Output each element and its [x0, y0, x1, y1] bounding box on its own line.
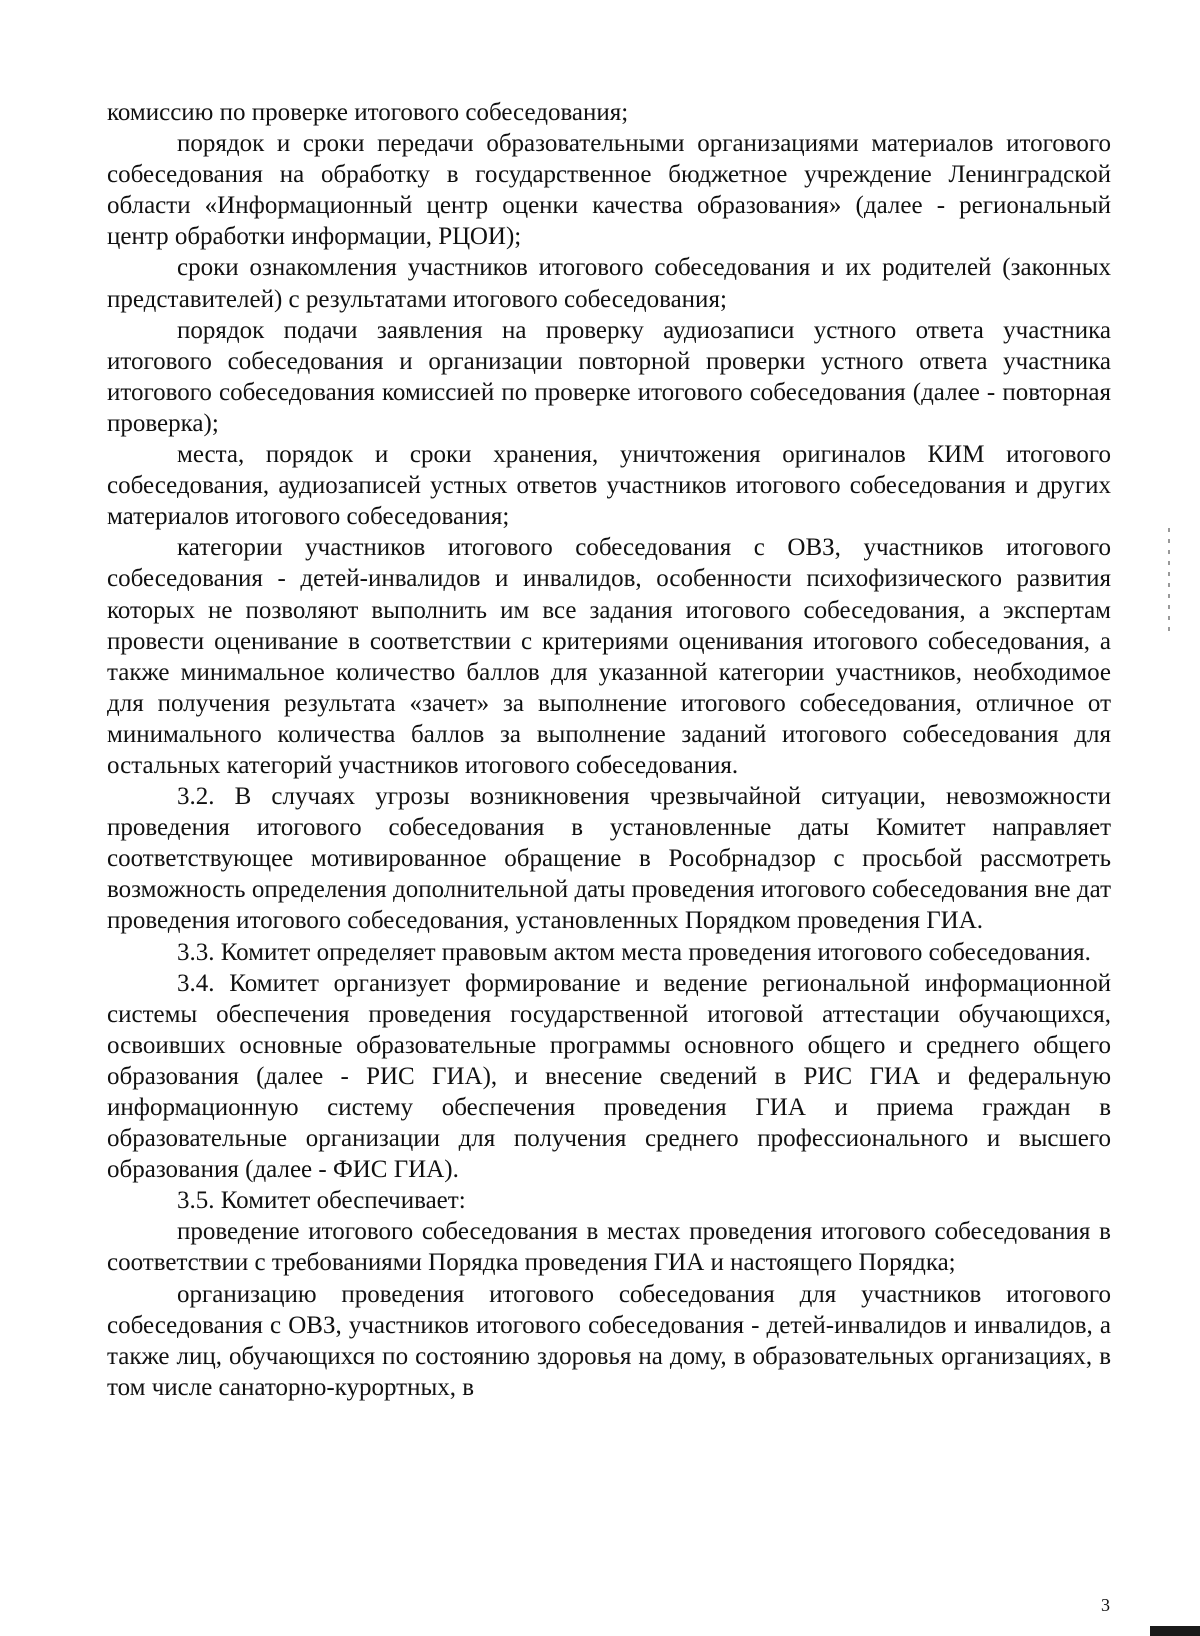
paragraph-7: 3.2. В случаях угрозы возникновения чрезвычайной ситуации, невозможности проведения итогового собеседования в установленные даты Комитет направляет соответствующее мотивированное обращение в Рособрнадзор с просьбой рассмотреть возможность определения дополнительной даты проведения итогового собеседования вне дат проведения итогового собеседования, установленных Порядком проведения ГИА. [107, 783, 1111, 935]
paragraph-8: 3.3. Комитет определяет правовым актом места проведения итогового собеседования. [177, 938, 1091, 966]
paragraph-6: категории участников итогового собеседования с ОВЗ, участников итогового собеседования - детей-инвалидов и инвалидов, особенности психофизического развития которых не позволяют выполнить им все задания итогового собеседования, а экспертам провести оценивание в соответствии с критериями оценивания итогового собеседования, а также минимальное количество баллов для указанной категории участников, необходимое для получения результата «зачет» за выполнение итогового собеседования, отличное от минимального количества баллов за выполнение заданий итогового собеседования для остальных категорий участников итогового собеседования. [107, 534, 1111, 779]
paragraph-3: сроки ознакомления участников итогового собеседования и их родителей (законных представителей) с результатами итогового собеседования; [107, 254, 1111, 313]
paragraph-12: организацию проведения итогового собеседования для участников итогового собеседования с ОВЗ, участников итогового собеседования - детей-инвалидов и инвалидов, а также лиц, обучающихся по состоянию здоровья на дому, в образовательных организациях, в том числе санаторно-курортных, в [107, 1280, 1111, 1401]
paragraph-2: порядок и сроки передачи образовательными организациями материалов итогового собеседования на обработку в государственное бюджетное учреждение Ленинградской области «Информационный центр оценки качества образования» (далее - региональный центр обработки информации, РЦОИ); [107, 130, 1111, 251]
paragraph-5: места, порядок и сроки хранения, уничтожения оригиналов КИМ итогового собеседования, аудиозаписей устных ответов участников итогового собеседования и других материалов итогового собеседования; [107, 441, 1111, 531]
paragraph-1: комиссию по проверке итогового собеседования; [107, 99, 629, 126]
paragraph-4: порядок подачи заявления на проверку аудиозаписи устного ответа участника итогового собеседования и организации повторной проверки устного ответа участника итогового собеседования комиссией по проверке итогового собеседования (далее - повторная проверка); [107, 316, 1111, 437]
page-number: 3 [1101, 1595, 1110, 1615]
paragraph-11: проведение итогового собеседования в местах проведения итогового собеседования в соответствии с требованиями Порядка проведения ГИА и настоящего Порядка; [107, 1218, 1111, 1277]
scan-artifact-marks [1168, 528, 1170, 638]
document-body [107, 97, 1111, 1403]
paragraph-10: 3.5. Комитет обеспечивает: [177, 1187, 466, 1215]
scan-artifact-edge [1150, 1626, 1200, 1636]
paragraph-9: 3.4. Комитет организует формирование и ведение региональной информационной системы обеспечения проведения государственной итоговой аттестации обучающихся, освоивших основные образовательные программы основного общего и среднего общего образования (далее - РИС ГИА), и внесение сведений в РИС ГИА и федеральную информационную систему обеспечения проведения ГИА и приема граждан в образовательные организации для получения среднего профессионального и высшего образования (далее - ФИС ГИА). [107, 969, 1111, 1184]
